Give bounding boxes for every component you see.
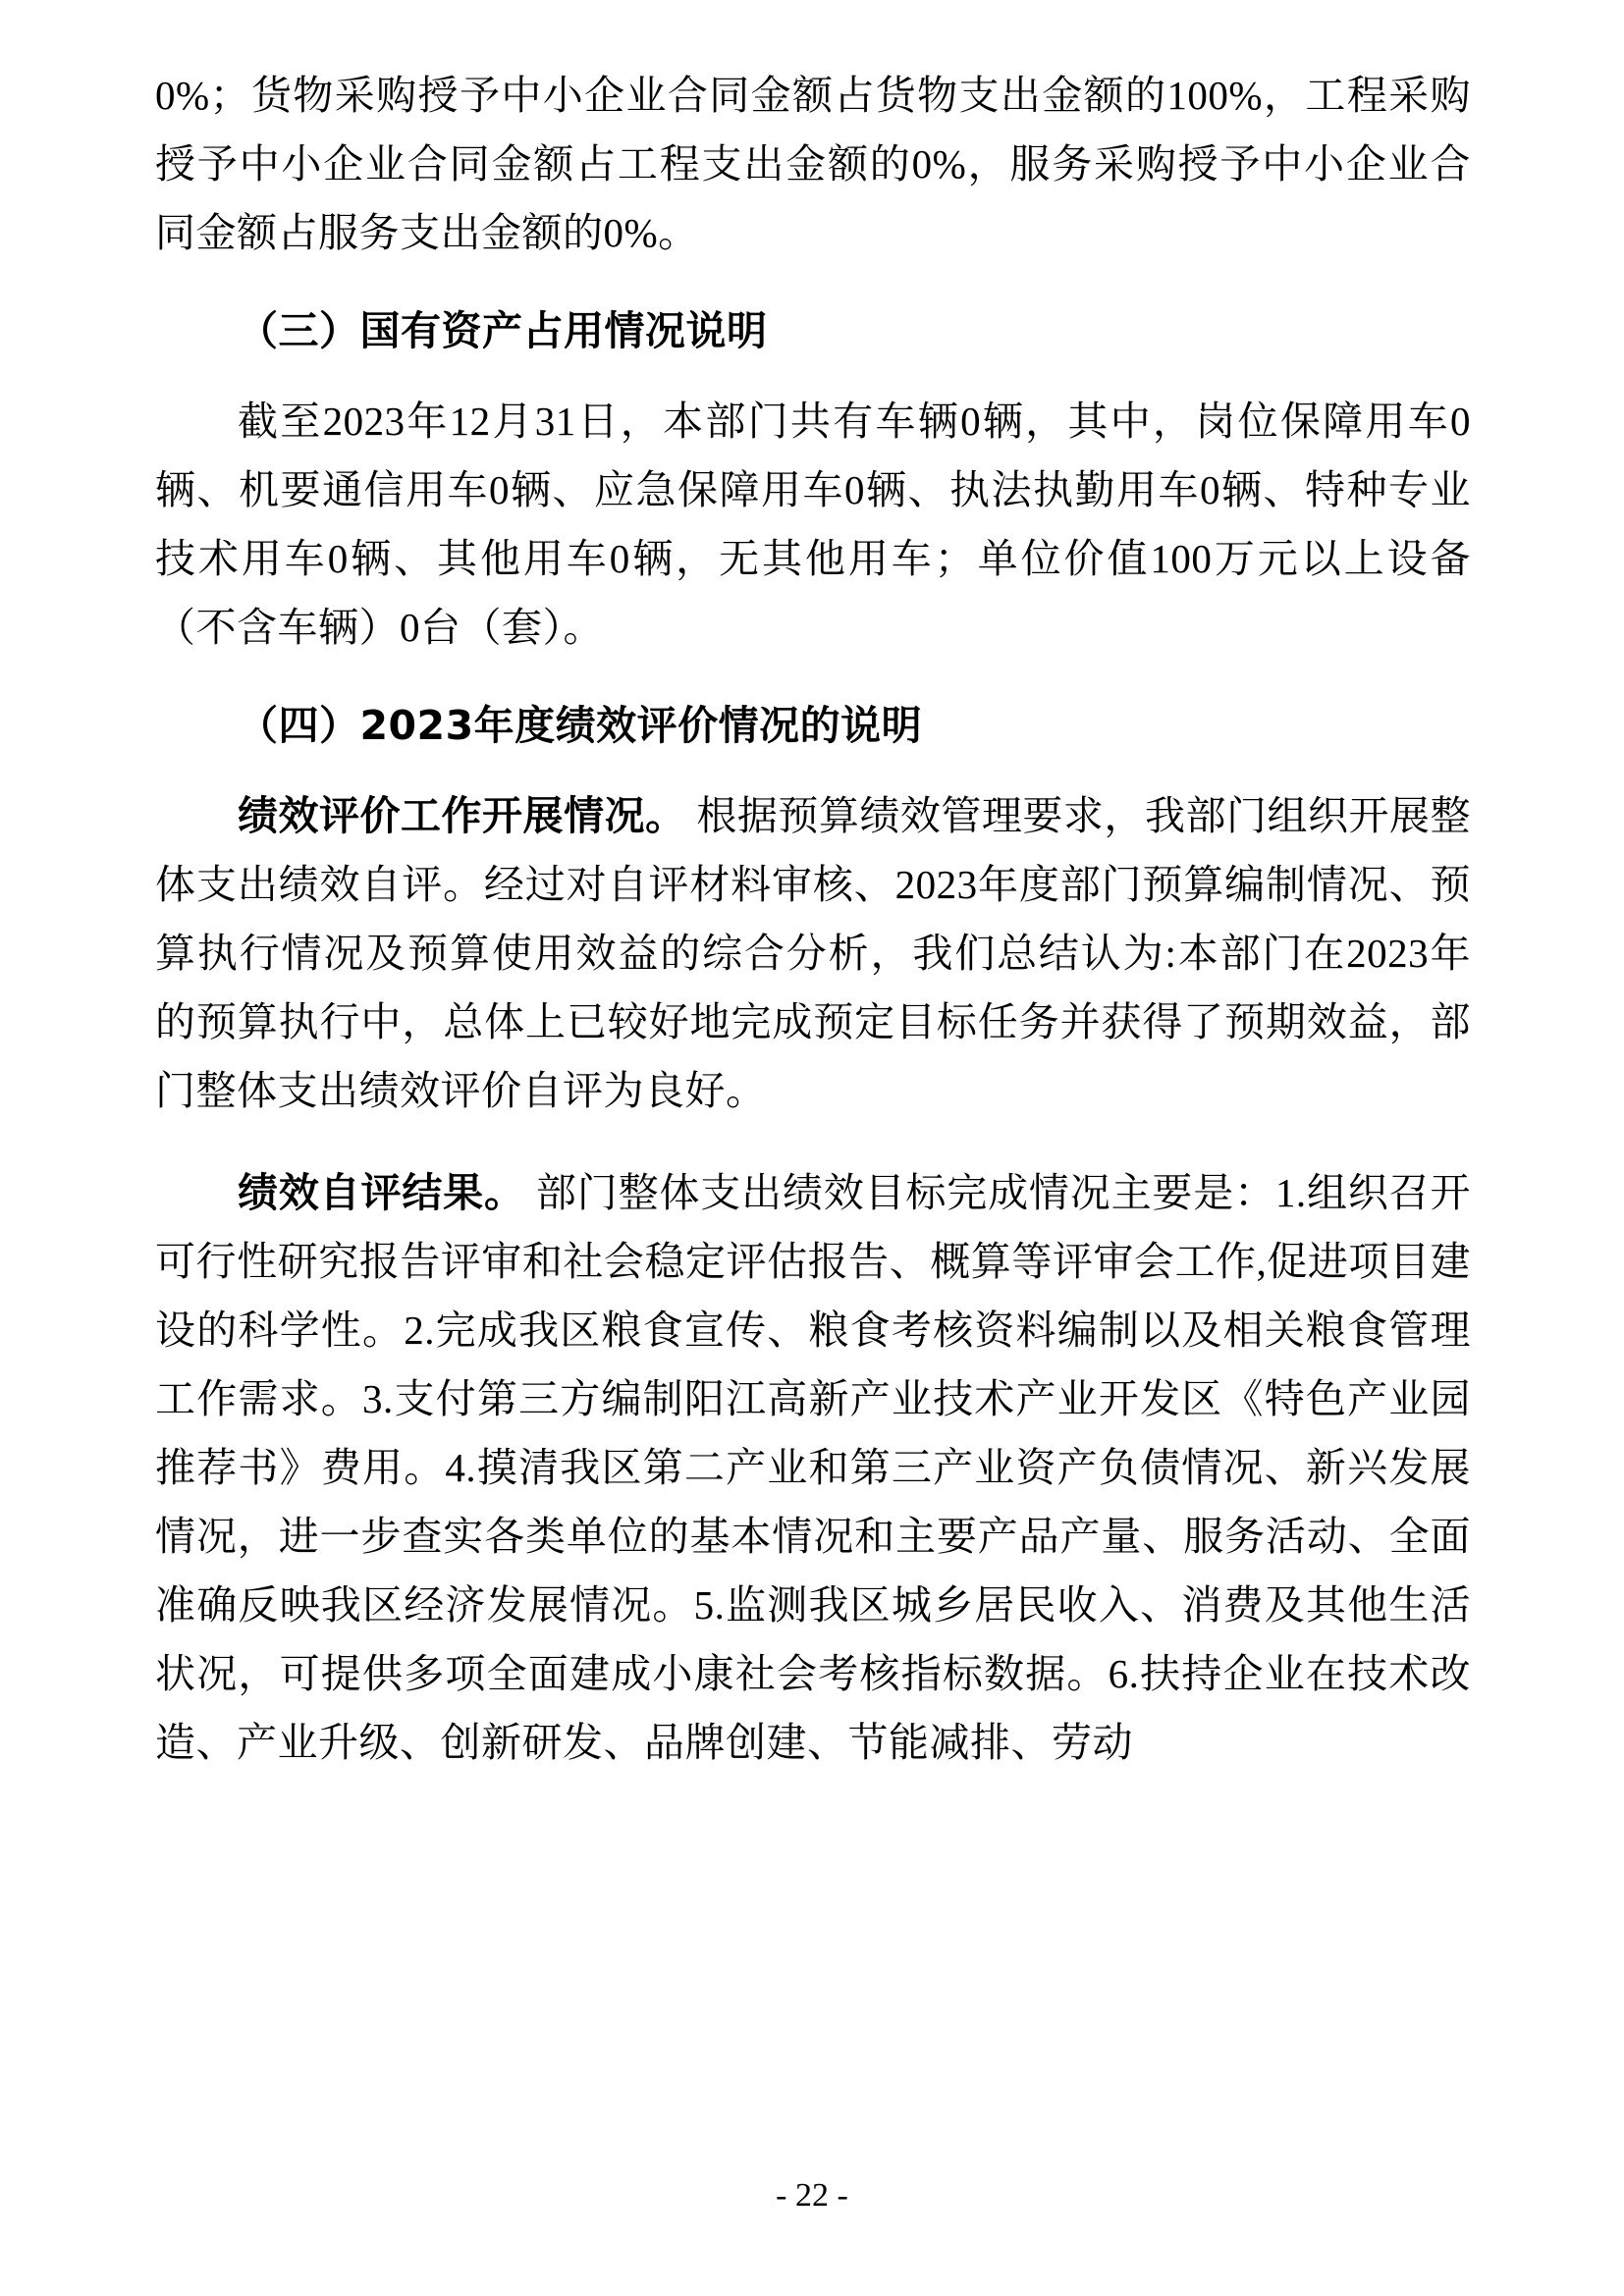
paragraph-performance-work-body: 根据预算绩效管理要求，我部门组织开展整体支出绩效自评。经过对自评材料审核、2023年度部门预算编制情况、预算执行情况及预算使用效益的综合分析，我们总结认为:本部门在2023年的预算执行中，总体上已较好地完成预定目标任务并获得了预期效益，部门整体支出绩效评价自评为良好。 <box>155 793 1472 1113</box>
paragraph-performance-evaluation-work <box>155 781 1471 1125</box>
spacer <box>155 1125 1471 1158</box>
spacer <box>155 365 1471 387</box>
paragraph-procurement-continued: 0%；货物采购授予中小企业合同金额占货物支出金额的100%，工程采购授予中小企业合同金额占工程支出金额的0%，服务采购授予中小企业合同金额占服务支出金额的0%。 <box>155 73 1471 255</box>
heading-performance-evaluation-2023: （四）2023年度绩效评价情况的说明 <box>238 702 923 749</box>
heading-state-asset-occupation: （三）国有资产占用情况说明 <box>238 307 768 354</box>
spacer <box>155 267 1471 296</box>
page-content <box>155 61 1471 1777</box>
lead-in-performance-work: 绩效评价工作开展情况。 <box>238 792 686 839</box>
paragraph-self-evaluation-result <box>155 1158 1471 1777</box>
spacer <box>155 662 1471 691</box>
paragraph-state-asset-occupation: 截至2023年12月31日，本部门共有车辆0辆，其中，岗位保障用车0辆、机要通信用车0辆、应急保障用车0辆、执法执勤用车0辆、特种专业技术用车0辆、其他用车0辆，无其他用车；单位价值100万元以上设备（不含车辆）0台（套）。 <box>155 399 1471 650</box>
page-number-footer: - 22 - <box>776 2177 848 2214</box>
paragraph-self-evaluation-body: 部门整体支出绩效目标完成情况主要是：1.组织召开可行性研究报告评审和社会稳定评估报告、概算等评审会工作,促进项目建设的科学性。2.完成我区粮食宣传、粮食考核资料编制以及相关粮食管理工作需求。3.支付第三方编制阳江高新产业技术产业开发区《特色产业园推荐书》费用。4.摸清我区第二产业和第三产业资产负债情况、新兴发展情况，进一步查实各类单位的基本情况和主要产品产量、服务活动、全面准确反映我区经济发展情况。5.监测我区城乡居民收入、消费及其他生活状况，可提供多项全面建成小康社会考核指标数据。6.扶持企业在技术改造、产业升级、创新研发、品牌创建、节能减排、劳动 <box>155 1170 1472 1765</box>
spacer <box>155 760 1471 781</box>
lead-in-self-evaluation-result: 绩效自评结果。 <box>238 1169 525 1216</box>
